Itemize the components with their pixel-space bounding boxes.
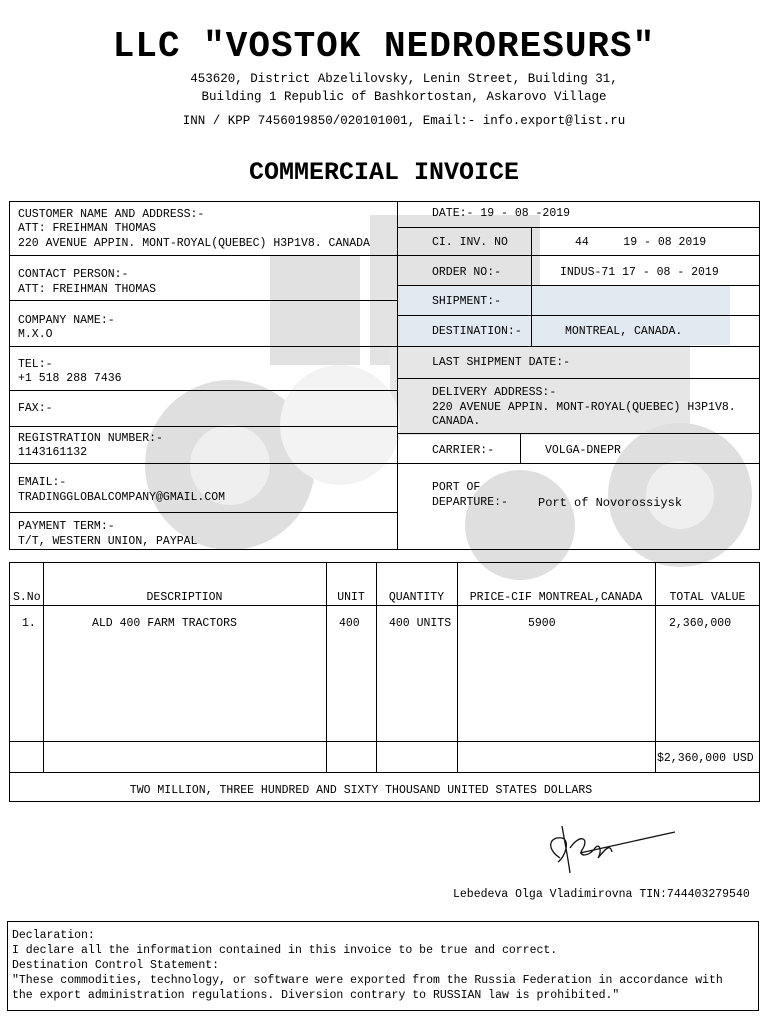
declaration-line1: Declaration: xyxy=(12,929,95,942)
customer-label: CUSTOMER NAME AND ADDRESS:- xyxy=(18,208,205,221)
inn-email-line: INN / KPP 7456019850/020101001, Email:- info.export@list.ru xyxy=(182,114,626,128)
signer-line: Lebedeva Olga Vladimirovna TIN:744403279540 xyxy=(453,888,750,901)
delivery-label: DELIVERY ADDRESS:- xyxy=(432,386,557,399)
port-label-line2: DEPARTURE:- xyxy=(432,496,508,509)
contact-label: CONTACT PERSON:- xyxy=(18,268,129,281)
declaration-line5: the export administration regulations. Diversion contrary to RUSSIAN law is prohibited." xyxy=(12,989,620,1002)
company-address-line1: 453620, District Abzelilovsky, Lenin Street, Building 31, xyxy=(190,72,618,86)
destination-label: DESTINATION:- xyxy=(432,325,522,338)
contact-value: ATT: FREIHMAN THOMAS xyxy=(18,283,157,296)
amount-in-words: TWO MILLION, THREE HUNDRED AND SIXTY THOUSAND UNITED STATES DOLLARS xyxy=(129,784,593,797)
grand-total: $2,360,000 USD xyxy=(657,752,754,765)
col-header-total: TOTAL VALUE xyxy=(669,591,746,604)
fax-label: FAX:- xyxy=(18,402,53,415)
company-label: COMPANY NAME:- xyxy=(18,314,115,327)
payment-term-label: PAYMENT TERM:- xyxy=(18,520,115,533)
order-value: INDUS-71 17 - 08 - 2019 xyxy=(560,266,719,279)
tel-label: TEL:- xyxy=(18,358,53,371)
row-sno: 1. xyxy=(22,617,36,630)
email-label: EMAIL:- xyxy=(18,476,67,489)
company-value: M.X.O xyxy=(18,328,53,341)
carrier-label: CARRIER:- xyxy=(432,444,495,457)
row-price: 5900 xyxy=(528,617,556,630)
col-header-unit: UNIT xyxy=(337,591,365,604)
col-header-quantity: QUANTITY xyxy=(388,591,445,604)
col-header-sno: S.No xyxy=(13,591,41,604)
row-quantity: 400 UNITS xyxy=(389,617,452,630)
delivery-line2: CANADA. xyxy=(432,415,481,428)
registration-value: 1143161132 xyxy=(18,446,88,459)
row-total: 2,360,000 xyxy=(669,617,732,630)
declaration-line3: Destination Control Statement: xyxy=(12,959,220,972)
payment-term-value: T/T, WESTERN UNION, PAYPAL xyxy=(18,535,198,548)
ci-inv-label: CI. INV. NO xyxy=(432,236,508,249)
ci-inv-value: 44 19 - 08 2019 xyxy=(575,236,707,249)
invoice-date: DATE:- 19 - 08 -2019 xyxy=(432,207,571,220)
shipment-label: SHIPMENT:- xyxy=(432,295,502,308)
declaration-line4: "These commodities, technology, or software were exported from the Russia Federation in accordance with xyxy=(12,974,723,987)
port-value: Port of Novorossiysk xyxy=(538,496,683,510)
order-label: ORDER NO:- xyxy=(432,266,502,279)
port-label-line1: PORT OF xyxy=(432,481,481,494)
col-header-price: PRICE-CIF MONTREAL,CANADA xyxy=(469,591,643,604)
email-value: TRADINGGLOBALCOMPANY@GMAIL.COM xyxy=(18,491,226,504)
document-title: COMMERCIAL INVOICE xyxy=(248,158,520,187)
registration-label: REGISTRATION NUMBER:- xyxy=(18,432,163,445)
last-shipment-label: LAST SHIPMENT DATE:- xyxy=(432,356,571,369)
col-header-description: DESCRIPTION xyxy=(146,591,223,604)
row-unit: 400 xyxy=(339,617,360,630)
company-address-line2: Building 1 Republic of Bashkortostan, Askarovo Village xyxy=(201,90,607,104)
customer-att: ATT: FREIHMAN THOMAS xyxy=(18,222,157,235)
delivery-line1: 220 AVENUE APPIN. MONT-ROYAL(QUEBEC) H3P1V8. xyxy=(432,401,736,414)
declaration-line2: I declare all the information contained in this invoice to be true and correct. xyxy=(12,944,558,957)
destination-value: MONTREAL, CANADA. xyxy=(565,325,683,338)
handwritten-signature-icon xyxy=(540,818,680,880)
tel-value: +1 518 288 7436 xyxy=(18,372,122,385)
row-description: ALD 400 FARM TRACTORS xyxy=(92,617,237,630)
customer-address: 220 AVENUE APPIN. MONT-ROYAL(QUEBEC) H3P1V8. CANADA xyxy=(18,237,370,250)
carrier-value: VOLGA-DNEPR xyxy=(545,444,621,457)
company-name: LLC "VOSTOK NEDRORESURS" xyxy=(112,26,656,67)
